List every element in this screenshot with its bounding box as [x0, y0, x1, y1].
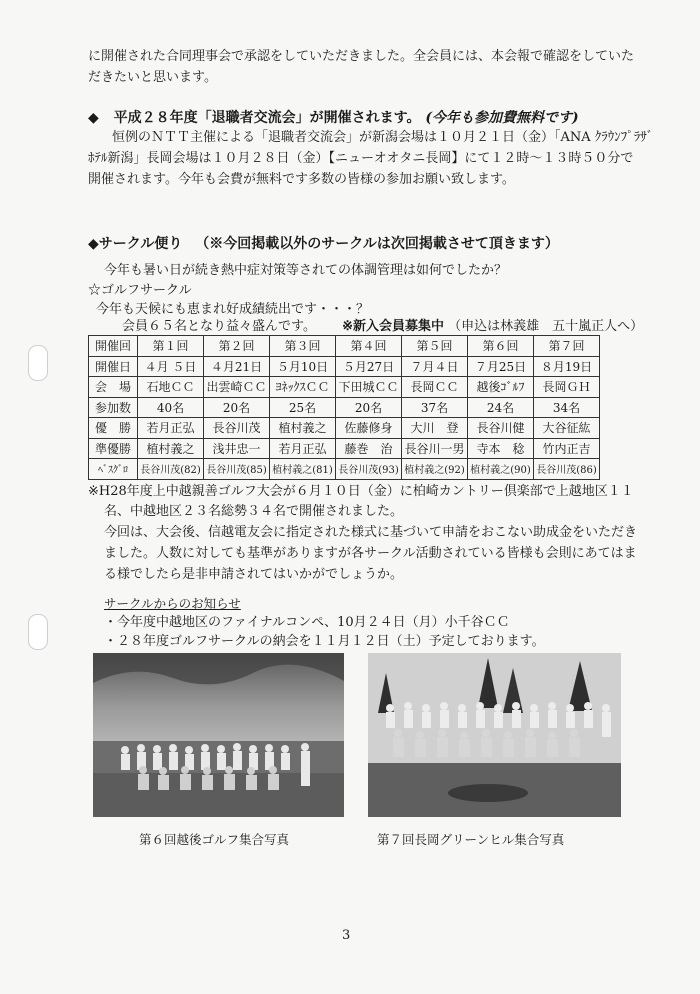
- table-cell: 出雲崎ＣＣ: [204, 377, 270, 398]
- circle-line: 今年も暑い日が続き熱中症対策等されての体調管理は如何でしたか？: [104, 263, 508, 278]
- page-number: 3: [342, 928, 351, 943]
- event-line: ﾎﾃﾙ新潟」長岡会場は１０月２８日（金）【ニューオオタニ長岡】にて１２時～１３時５０分で: [88, 151, 634, 166]
- event-heading: [88, 108, 579, 128]
- table-row: [89, 377, 600, 398]
- table-cell: 大谷征紘: [534, 418, 600, 439]
- photo-caption: 第６回越後ゴルフ集合写真: [139, 832, 290, 847]
- table-cell: ４月21日: [204, 356, 270, 377]
- table-cell: 寺本 稔: [468, 438, 534, 459]
- row-header: 開催日: [89, 356, 138, 377]
- diamond-bullet-icon: ◆: [88, 110, 99, 126]
- table-cell: ８月19日: [534, 356, 600, 377]
- table-cell: ５月10日: [270, 356, 336, 377]
- table-cell: 長谷川一男: [402, 438, 468, 459]
- table-cell: 24名: [468, 397, 534, 418]
- recruit-line: [122, 317, 643, 337]
- table-cell: ﾖﾈｯｸｽＣＣ: [270, 377, 336, 398]
- table-cell: 第７回: [534, 336, 600, 357]
- table-cell: 若月正弘: [270, 438, 336, 459]
- row-header: 開催回: [89, 336, 138, 357]
- circle-line: 今年も天候にも恵まれ好成績続出です・・・？: [96, 302, 370, 317]
- table-cell: ７月４日: [402, 356, 468, 377]
- h28-line: ました。人数に対しても基準がありますが各サークル活動されている皆様も会則にあてはま: [104, 546, 637, 561]
- table-cell: 長谷川茂(85): [204, 459, 270, 480]
- table-cell: 越後ｺﾞﾙﾌ: [468, 377, 534, 398]
- table-cell: ７月25日: [468, 356, 534, 377]
- table-row: [89, 336, 600, 357]
- circle-heading: [88, 234, 559, 254]
- table-row: [89, 438, 600, 459]
- recruit-highlight: ※新入会員募集中: [342, 319, 445, 334]
- table-cell: 34名: [534, 397, 600, 418]
- table-cell: 下田城ＣＣ: [336, 377, 402, 398]
- table-cell: 第１回: [138, 336, 204, 357]
- table-cell: 長谷川健: [468, 418, 534, 439]
- table-cell: 藤巻 治: [336, 438, 402, 459]
- h28-line: 名、中越地区２３名総勢３４名で開催されました。: [104, 504, 404, 519]
- table-row: [89, 418, 600, 439]
- table-cell: 大川 登: [402, 418, 468, 439]
- table-cell: 25名: [270, 397, 336, 418]
- row-header: 参加数: [89, 397, 138, 418]
- recruit-contact: （申込は林義雄 五十嵐正人へ）: [448, 319, 644, 334]
- table-cell: 植村義之: [270, 418, 336, 439]
- table-cell: 第４回: [336, 336, 402, 357]
- circle-note: （※今回掲載以外のサークルは次回掲載させて頂きます）: [195, 236, 559, 252]
- table-cell: 竹内正吉: [534, 438, 600, 459]
- binder-hole: [28, 345, 48, 381]
- intro-line: に開催された合同理事会で承認をしていただきました。全会員には、本会報で確認をしていた: [88, 49, 635, 64]
- table-cell: 佐藤修身: [336, 418, 402, 439]
- group-photo: [368, 653, 621, 817]
- h28-line: 今回は、大会後、信越電友会に指定された様式に基づいて申請をおこない助成金をいただき: [104, 525, 638, 540]
- table-cell: 第６回: [468, 336, 534, 357]
- photo-caption: 第７回長岡グリーンヒル集合写真: [377, 832, 565, 847]
- notice-title: サークルからのお知らせ: [104, 596, 241, 611]
- row-header: ﾍﾞｽｸﾞﾛ: [89, 459, 138, 480]
- table-row: [89, 356, 600, 377]
- table-cell: ５月27日: [336, 356, 402, 377]
- notice-item: ・今年度中越地区のファイナルコンペ、10月２４日（月）小千谷ＣＣ: [104, 615, 510, 630]
- table-cell: 若月正弘: [138, 418, 204, 439]
- table-cell: 石地ＣＣ: [138, 377, 204, 398]
- golf-results-table: [88, 335, 600, 480]
- row-header: 会 場: [89, 377, 138, 398]
- h28-line: ※H28年度上中越親善ゴルフ大会が６月１０日（金）に柏崎カントリー倶楽部で上越地区１１: [88, 484, 634, 499]
- table-cell: 第３回: [270, 336, 336, 357]
- table-cell: 第２回: [204, 336, 270, 357]
- table-cell: 長岡ＣＣ: [402, 377, 468, 398]
- table-cell: 植村義之(81): [270, 459, 336, 480]
- table-cell: 植村義之(90): [468, 459, 534, 480]
- circle-title: ◆サークル便り: [88, 236, 183, 252]
- members-count-text: 会員６５名となり益々盛んです。: [122, 319, 316, 334]
- event-line: 開催されます。今年も会費が無料です多数の皆様の参加お願い致します。: [88, 172, 515, 187]
- table-cell: 長谷川茂(93): [336, 459, 402, 480]
- table-cell: ４月 ５日: [138, 356, 204, 377]
- table-cell: 植村義之(92): [402, 459, 468, 480]
- golf-circle-title: ☆ゴルフサークル: [88, 283, 192, 298]
- table-cell: 第５回: [402, 336, 468, 357]
- table-cell: 40名: [138, 397, 204, 418]
- table-cell: 長谷川茂: [204, 418, 270, 439]
- table-cell: 20名: [204, 397, 270, 418]
- intro-line: だきたいと思います。: [88, 70, 217, 85]
- table-cell: 浅井忠一: [204, 438, 270, 459]
- event-note: (今年も参加費無料です): [425, 110, 579, 126]
- table-cell: 37名: [402, 397, 468, 418]
- h28-line: る様でしたら是非申請されてはいかがでしょうか。: [104, 567, 404, 582]
- event-line: 恒例のＮＴＴ主催による「退職者交流会」が新潟会場は１０月２１日（金）「ANA ｸﾗｳﾝﾌﾟﾗｻﾞ: [112, 130, 654, 145]
- table-cell: 長谷川茂(86): [534, 459, 600, 480]
- binder-hole: [28, 614, 48, 650]
- table-row: [89, 397, 600, 418]
- event-title: 平成２８年度「退職者交流会」が開催されます。: [113, 110, 421, 126]
- notice-item: ・２８年度ゴルフサークルの納会を１１月１２日（土）予定しております。: [104, 634, 545, 649]
- table-cell: 20名: [336, 397, 402, 418]
- table-cell: 植村義之: [138, 438, 204, 459]
- group-photo: [93, 653, 344, 817]
- table-row: [89, 459, 600, 480]
- row-header: 準優勝: [89, 438, 138, 459]
- table-cell: 長谷川茂(82): [138, 459, 204, 480]
- row-header: 優 勝: [89, 418, 138, 439]
- table-cell: 長岡ＧＨ: [534, 377, 600, 398]
